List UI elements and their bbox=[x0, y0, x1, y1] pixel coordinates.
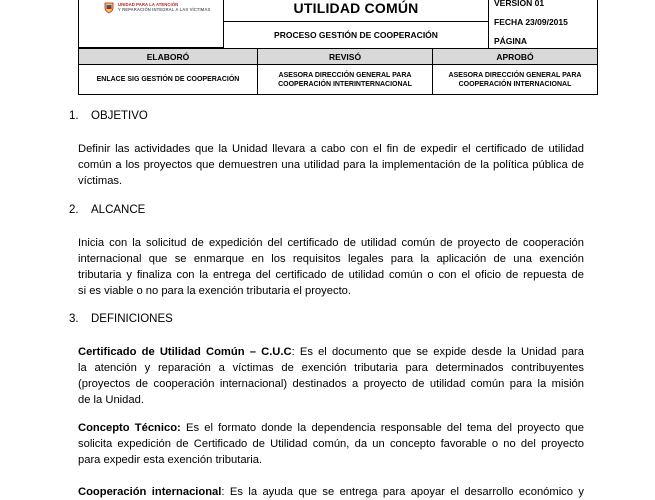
approval-row bbox=[78, 48, 598, 96]
text-line: de la Unidad. bbox=[78, 394, 144, 406]
elaboro-header: ELABORÓ bbox=[78, 48, 258, 65]
section-number: 1. bbox=[69, 110, 79, 122]
logo-line-1: UNIDAD PARA LA ATENCIÓN bbox=[118, 2, 179, 7]
aprobo-value: ASESORA DIRECCIÓN GENERAL PARA COOPERACIÓN INTERNACIONAL bbox=[432, 64, 598, 95]
section-title: OBJETIVO bbox=[91, 110, 148, 122]
logo-cell bbox=[78, 0, 224, 48]
definition-cuc bbox=[78, 344, 584, 408]
unidad-victimas-logo bbox=[104, 2, 210, 14]
text-line bbox=[78, 344, 584, 360]
definition-term: Certificado de Utilidad Común – C.U.C bbox=[78, 346, 292, 358]
reviso-value: ASESORA DIRECCIÓN GENERAL PARA COOPERACIÓN INTERINTERNACIONAL bbox=[257, 64, 433, 95]
section-number: 3. bbox=[69, 313, 79, 325]
process-cell bbox=[223, 21, 489, 49]
section-number: 2. bbox=[69, 204, 79, 216]
text-line: tributaria y finaliza con la entrega del certificado de utilidad común o con el oficio de repuesta de bbox=[78, 269, 584, 281]
text-line bbox=[78, 420, 584, 436]
text-line: Definir las actividades que la Unidad llevara a cabo con el fin de expedir el certificado de utilidad bbox=[78, 143, 584, 155]
objetivo-paragraph bbox=[78, 141, 584, 189]
text-line: común a los proyectos que demuestren una utilidad para la implementación de la política pública de bbox=[78, 159, 584, 171]
coat-of-arms-icon bbox=[104, 2, 114, 14]
title-cell bbox=[223, 0, 489, 22]
definition-concepto-tecnico bbox=[78, 420, 584, 468]
document-header-table bbox=[78, 0, 598, 97]
alcance-paragraph bbox=[78, 235, 584, 299]
section-heading-definiciones bbox=[69, 313, 173, 325]
definition-text: : Es la ayuda que se entrega para apoyar el desarrollo económico y bbox=[221, 486, 584, 498]
section-title: ALCANCE bbox=[91, 204, 146, 216]
section-heading-objetivo bbox=[69, 110, 148, 122]
text-line: Inicia con la solicitud de expedición del certificado de utilidad común de proyecto de cooperación bbox=[78, 237, 584, 249]
document-title: UTILIDAD COMÚN bbox=[293, 0, 419, 16]
reviso-header: REVISÓ bbox=[257, 48, 433, 65]
text-line: internacional que se enmarque en los requisitos legales para la aplicación de una exención bbox=[78, 253, 584, 265]
definition-text: Es el formato donde la dependencia responsable del tema del proyecto que bbox=[180, 422, 584, 434]
definition-term: Cooperación internacional bbox=[78, 486, 222, 498]
elaboro-value: ENLACE SIG GESTIÓN DE COOPERACIÓN bbox=[78, 64, 258, 95]
section-title: DEFINICIONES bbox=[91, 313, 173, 325]
document-meta-cell bbox=[488, 0, 598, 49]
page-label: PÁGINA bbox=[494, 36, 528, 46]
text-line: si es viable o no para la exención tributaria el proyecto. bbox=[78, 285, 352, 297]
definition-term: Concepto Técnico: bbox=[78, 422, 181, 434]
process-name: PROCESO GESTIÓN DE COOPERACIÓN bbox=[274, 30, 438, 40]
text-line: la atención y reparación a víctimas de exención tributaria para determinados contribuyentes bbox=[78, 362, 584, 374]
logo-text bbox=[118, 2, 210, 12]
text-line: solicita expedición de Certificado de Utilidad común, da un concepto favorable o no del proyecto bbox=[78, 438, 584, 450]
text-line bbox=[78, 484, 584, 500]
logo-line-2: Y REPARACIÓN INTEGRAL A LAS VÍCTIMAS bbox=[118, 7, 211, 12]
text-line: para expedir esta exención tributaria. bbox=[78, 454, 263, 466]
version-label: VERSION 01 bbox=[494, 0, 545, 8]
definition-cooperacion bbox=[78, 484, 584, 500]
definition-text: : Es el documento que se expide desde la Unidad para bbox=[291, 346, 584, 358]
text-line: (proyectos de cooperación internacional) destinados a proyecto de utilidad común para la misión bbox=[78, 378, 584, 390]
date-label: FECHA 23/09/2015 bbox=[494, 17, 568, 27]
text-line: víctimas. bbox=[78, 175, 123, 187]
section-heading-alcance bbox=[69, 204, 145, 216]
aprobo-header: APROBÓ bbox=[432, 48, 598, 65]
